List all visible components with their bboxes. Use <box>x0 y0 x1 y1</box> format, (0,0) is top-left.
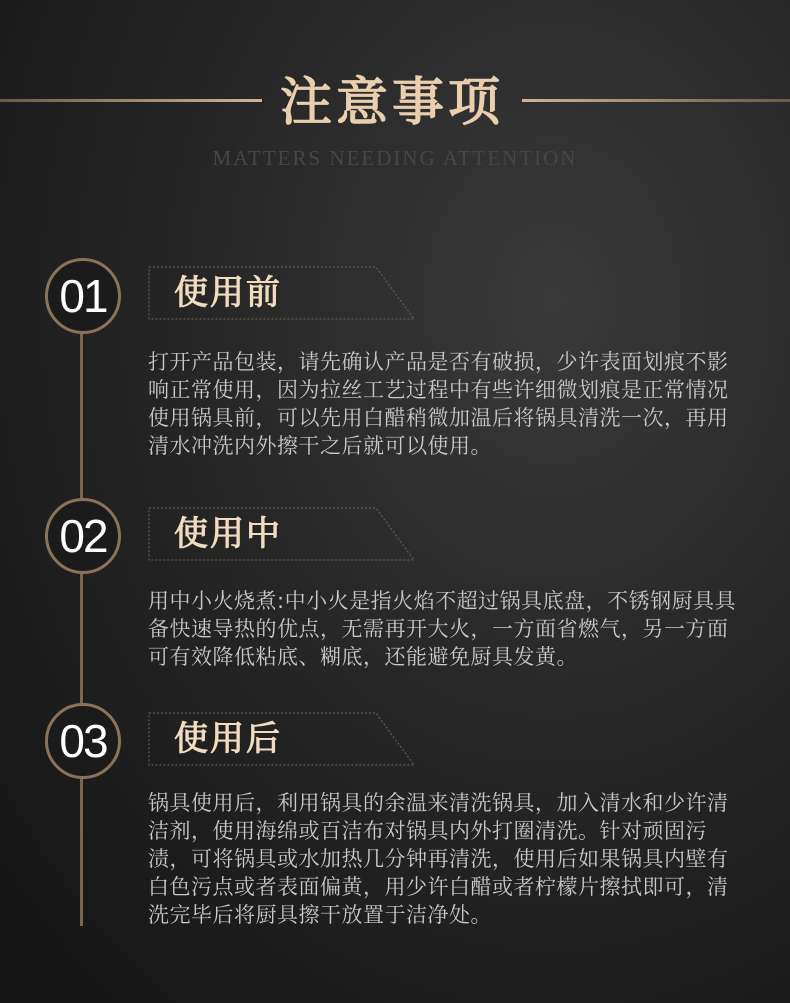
section-heading-before-use <box>148 266 416 320</box>
page-title: 注意事项 <box>279 73 504 133</box>
title-bar <box>0 68 790 138</box>
section-heading-label: 使用后 <box>174 719 282 759</box>
section-heading-label: 使用前 <box>174 273 282 313</box>
section-heading-after-use <box>148 712 416 766</box>
timeline-line <box>80 326 83 926</box>
title-divider-right <box>522 99 790 102</box>
section-heading-label: 使用中 <box>174 514 282 554</box>
page-subtitle: MATTERS NEEDING ATTENTION <box>212 146 578 170</box>
section-body-after-use: 锅具使用后，利用锅具的余温来清洗锅具，加入清水和少许清洁剂，使用海绵或百洁布对锅具内外打圈清洗。针对顽固污渍，可将锅具或水加热几分钟再清洗，使用后如果锅具内壁有白色污点或者表面偏黄，用少许白醋或者柠檬片擦拭即可，清洗完毕后将厨具擦干放置于洁净处。 <box>148 791 729 927</box>
section-body-during-use: 用中小火烧煮:中小火是指火焰不超过锅具底盘，不锈钢厨具具备快速导热的优点，无需再开大火，一方面省燃气，另一方面可有效降低粘底、糊底，还能避免厨具发黄。 <box>148 589 737 669</box>
step-number-01: 01 <box>45 258 121 334</box>
step-number-03: 03 <box>45 703 121 779</box>
step-number-02: 02 <box>45 498 121 574</box>
section-body-before-use: 打开产品包装，请先确认产品是否有破损，少许表面划痕不影响正常使用，因为拉丝工艺过程中有些许细微划痕是正常情况使用锅具前，可以先用白醋稍微加温后将锅具清洗一次，再用清水冲洗内外擦干之后就可以使用。 <box>148 350 729 458</box>
section-heading-during-use <box>148 507 416 561</box>
title-divider-left <box>0 99 262 102</box>
